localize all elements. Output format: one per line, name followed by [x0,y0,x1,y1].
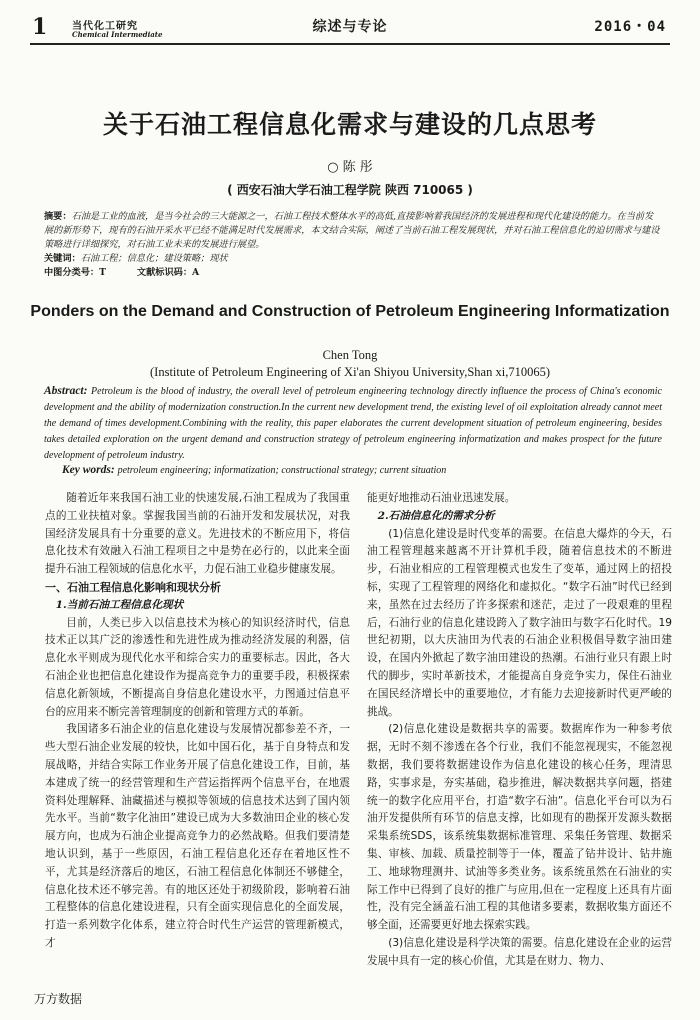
doc-code-value: A [192,267,200,278]
body-paragraph: 能更好地推动石油业迅速发展。 [367,492,516,504]
body-column-right [367,490,672,967]
issue-label: 2016・04 [594,19,666,35]
body-column-left [45,490,350,955]
abstract-cn [44,210,662,252]
page-number: 1 [32,14,48,40]
body-paragraph: (2)信息化建设是数据共享的需要。数据库作为一种参考依据，无时不刻不渗透在各个行业，我们不能忽视现实，不能忽视数据，我们要将数据建设作为信息化建设的核心任务，理清思路，实事求是，夯实基础，稳步推进，解决数据共享问题，搭建统一的数字化应用平台，打造“数字石油”。信息化平台可以为石油开发提供所有环节的信息支撑，比如现有的勘探开发源头数据采集系统SDS，该系统集数据标准管理、采集任务管理、数据采集、审核、加载、质量控制等于一体，覆盖了钻井设计、钻井施工、地球物理测井、试油等多类业务。该系统虽然在石油业的实际工作中已得到了良好的推广与应用,但在一定程度上还具有片面性，没有完全涵盖石油工程的其他诸多要素，数据收集方面还不够全面，还需要更好地去探索实践。 [367,723,672,932]
affiliation-cn: ( 西安石油大学石油工程学院 陕西 710065 ) [227,183,473,197]
author-cn: ○ 陈 彤 [327,160,373,175]
abstract-cn-label: 摘要： [44,211,72,222]
keywords-en-label: Key words [62,464,111,476]
abstract-en-text: Petroleum is the blood of industry, the overall level of petroleum engineering technology directly influence the process of China's economic development and the ability of modernization construction.In the current new development trend, the existing level of oil exploitation already cannot meet the demand of times development.Combining with the reality, this paper elaborates the current development situation of petroleum engineering, besides takes detailed exploration on the urgent demand and construction strategy of petroleum engineering informatization and makes prospect for the future development of petroleum industry. [44,386,662,461]
abstract-en-label: Abstract [44,385,84,397]
journal-name-en: Chemical Intermediate [72,30,163,39]
abstract-cn-text: 石油是工业的血液，是当今社会的三大能源之一，石油工程技术整体水平的高低,直接影响着我国经济的发展进程和现代化建设的能力。在当前发展的新形势下，现有的石油开采水平已经不能满足时代发展需求，本文结合实际，阐述了当前石油工程发展现状，并对石油工程信息化的迫切需求与建设策略进行详细探究，对石油工业未来的发展进行展望。 [44,211,660,250]
classification-label: 中图分类号： [44,267,100,278]
keywords-cn [44,252,662,266]
keywords-en: Key words: petroleum engineering; informatization; constructional strategy; current situation [62,464,447,476]
classification-cn [44,266,662,280]
doc-code-label: 文献标识码： [136,267,193,278]
keywords-cn-text: 石油工程；信息化；建设策略；现状 [80,253,228,264]
body-paragraph: (3)信息化建设是科学决策的需要。信息化建设在企业的运营发展中具有一定的核心价值，尤其是在财力、物力、 [367,936,672,967]
body-paragraph: 我国诸多石油企业的信息化建设与发展情况都参差不齐，一些大型石油企业发展的较快，比如中国石化，基于自身特点和发展战略，并结合实际工作业务开展了信息化建设工作，目前，基本建成了统一的经营管理和生产营运指挥两个信息平台，在地震资料处理解释、油藏描述与模拟等领域的信息技术达到了国内领先水平。当前“数字化油田”建设已成为大多数油田企业的核心发展方向，也成为石油企业提高竞争力的必然战略。但我们要清楚地认识到，基于一些原因，石油工程信息化还存在着地区性不平，尤其是经济落后的地区，石油工程信息化体制还不够健全，信息化技术还不够完善。有的地区还处于初级阶段，影响着石油工程整体的信息化建设进程，只有全面实现信息化的全面发展，打造一系列数字化体系，建立符合时代生产运营的管理新模式，才 [45,723,350,949]
section-title: 综述与专论 [312,19,388,35]
classification-value: T [99,267,106,278]
footer-source: 万方数据 [34,992,83,1006]
section-heading: 一、石油工程信息化影响和现状分析 [45,580,221,594]
abstract-en: Abstract: Petroleum is the blood of industry, the overall level of petroleum engineering technology directly influence the process of China's economic development and the ability of modernization construction.In the current new development trend, the existing level of oil exploitation already cannot meet the demand of times development.Combining with the reality, this paper elaborates the current development situation of petroleum engineering, besides takes detailed exploration on the urgent demand and construction strategy of petroleum engineering informatization and makes prospect for the future development of petroleum industry. [44,385,662,461]
journal-name-cn: 当代化工研究 [72,21,138,32]
article-title-cn: 关于石油工程信息化需求与建设的几点思考 [102,110,597,139]
keywords-en-text: petroleum engineering; informatization; constructional strategy; current situation [117,465,447,476]
author-en: Chen Tong [322,348,378,362]
body-paragraph: (1)信息化建设是时代变革的需要。在信息大爆炸的今天，石油工程管理越来越离不开计算机手段，随着信息技术的不断进步，石油业相应的工程管理模式也发生了变革，通过网上的招投标，实现了工程管理的网络化和虚拟化。“数字石油”时代已经到来，虽然在过去经历了许多探索和迷茫，走过了一段艰难的里程后，石油行业的信息化建设跨入了数字油田与数字石化时代。19世纪初期，以大庆油田为代表的石油企业积极倡导数字油田建设，在国内外掀起了数字油田建设的热潮。石油行业只有跟上时代的脚步，实时革新技术，才能提高自身竞争实力，保住石油业在国民经济增长中的重要地位，才有能力去迎接新时代更严峻的挑战。 [367,527,672,718]
article-title-en: Ponders on the Demand and Construction of Petroleum Engineering Informatization [30,303,670,320]
affiliation-en: (Institute of Petroleum Engineering of Xi'an Shiyou University,Shan xi,710065) [150,365,550,379]
body-paragraph: 目前，人类已步入以信息技术为核心的知识经济时代，信息技术正以其广泛的渗透性和先进性成为推动经济发展的利器，信息化水平则成为现代化水平和综合实力的重要标志。因此，各大石油企业也把信息化建设作为提高竞争力的重要手段，积极探索信息化新领域，不断提高自身信息化建设水平，力图通过信息平台的应用来不断完善管理制度的创新和管理方式的革新。 [45,616,350,718]
keywords-cn-label: 关键词： [44,253,81,264]
subsection-heading: 1.当前石油工程信息化现状 [55,598,184,611]
header-divider [30,43,670,45]
subsection-heading: 2.石油信息化的需求分析 [377,509,495,522]
body-paragraph: 随着近年来我国石油工业的快速发展,石油工程成为了我国重点的工业扶植对象。掌握我国当前的石油开发和发展状况，对我国经济发展具有十分重要的意义。先进技术的不断应用下，将信息化技术有效融入石油工程项目之中是势在必行的，以此来全面提升石油工程领域的信息化水平，力促石油工业稳步健康发展。 [45,492,350,576]
